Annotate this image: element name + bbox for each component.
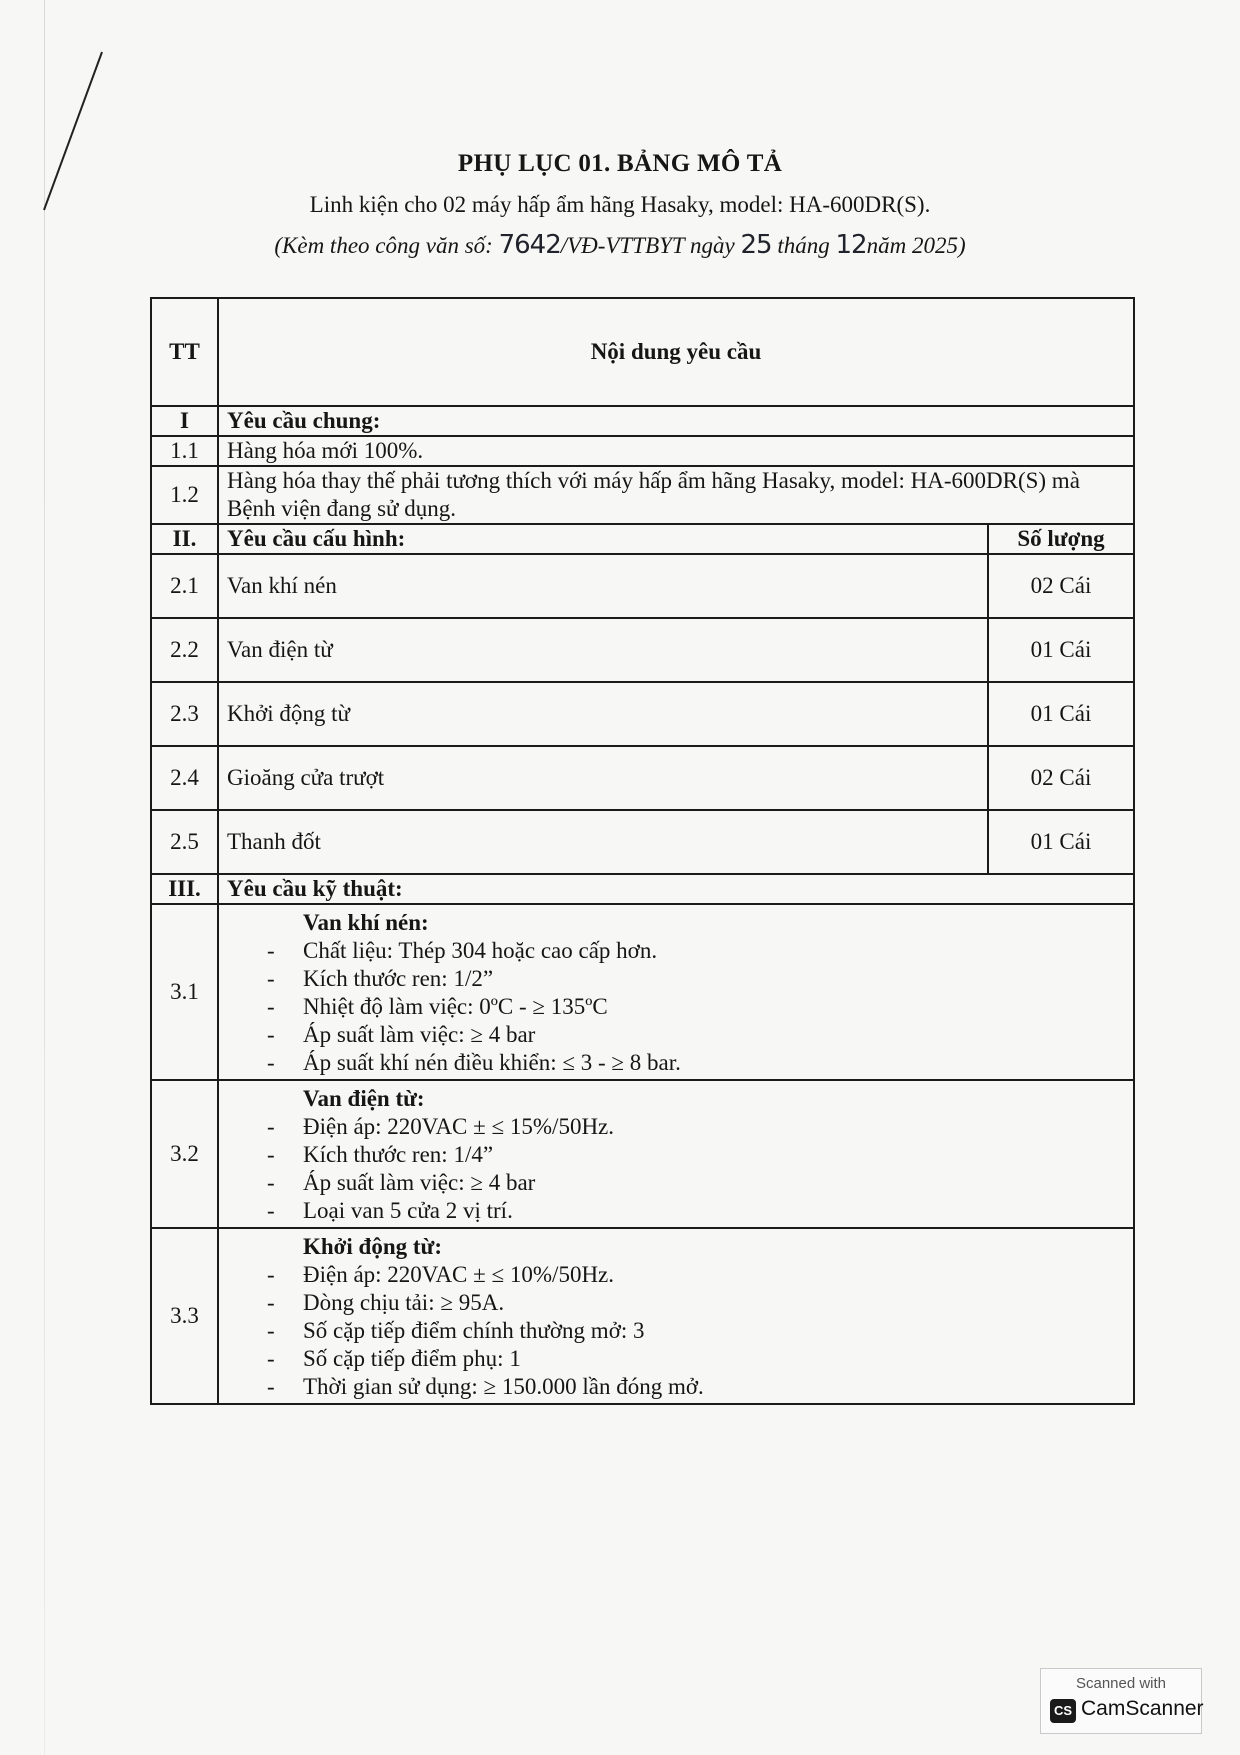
section-row-2 <box>151 524 1134 554</box>
table-row <box>151 618 1134 682</box>
reference-number-handwritten: 7642 <box>498 230 561 260</box>
reference-month-label: tháng <box>771 233 836 258</box>
row-text: Thanh đốt <box>218 810 988 874</box>
list-item: - Điện áp: 220VAC ± ≤ 10%/50Hz. <box>227 1261 1125 1289</box>
reference-day-handwritten: 25 <box>740 230 772 260</box>
scanned-with-text: Scanned with <box>1075 1675 1167 1692</box>
page-subtitle: Linh kiện cho 02 máy hấp ẩm hãng Hasaky, model: HA-600DR(S). <box>309 192 931 217</box>
list-item: - Kích thước ren: 1/4” <box>227 1141 1125 1169</box>
list-item: - Kích thước ren: 1/2” <box>227 965 1125 993</box>
list-item: - Loại van 5 cửa 2 vị trí. <box>227 1197 1125 1225</box>
row-text: Gioăng cửa trượt <box>218 746 988 810</box>
header-content: Nội dung yêu cầu <box>218 298 1134 406</box>
row-qty: 02 Cái <box>988 554 1134 618</box>
requirements-table <box>150 297 1135 1405</box>
list-item: - Áp suất làm việc: ≥ 4 bar <box>227 1169 1125 1197</box>
section-number: II. <box>151 524 218 554</box>
tech-spec-cell <box>218 1228 1134 1404</box>
reference-month-handwritten: 12 <box>835 230 867 260</box>
list-item: - Áp suất khí nén điều khiển: ≤ 3 - ≥ 8 bar. <box>227 1049 1125 1077</box>
row-number: 2.4 <box>151 746 218 810</box>
table-row <box>151 466 1134 524</box>
section-number: I <box>151 406 218 436</box>
row-number: 2.1 <box>151 554 218 618</box>
row-number: 2.3 <box>151 682 218 746</box>
camscanner-logo-icon: CS <box>1050 1699 1076 1723</box>
table-row <box>151 1080 1134 1228</box>
reference-suffix: năm 2025) <box>866 233 966 258</box>
row-text: Van điện từ <box>218 618 988 682</box>
page-title: PHỤ LỤC 01. BẢNG MÔ TẢ <box>457 150 783 177</box>
row-text: Hàng hóa mới 100%. <box>218 436 1134 466</box>
tech-spec-cell <box>218 904 1134 1080</box>
list-item: - Số cặp tiếp điểm phụ: 1 <box>227 1345 1125 1373</box>
row-text: Van khí nén <box>218 554 988 618</box>
section-title: Yêu cầu cấu hình: <box>218 524 988 554</box>
row-number: 3.3 <box>151 1228 218 1404</box>
row-number: 2.2 <box>151 618 218 682</box>
table-row <box>151 554 1134 618</box>
spec-list <box>227 1261 1125 1401</box>
table-header-row <box>151 298 1134 406</box>
table-row <box>151 810 1134 874</box>
list-item: - Thời gian sử dụng: ≥ 150.000 lần đóng mở. <box>227 1373 1125 1401</box>
row-text: Hàng hóa thay thế phải tương thích với máy hấp ẩm hãng Hasaky, model: HA-600DR(S) mà Bệnh viện đang sử dụng. <box>218 466 1134 524</box>
qty-header: Số lượng <box>988 524 1134 554</box>
reference-prefix: (Kèm theo công văn số: <box>274 233 499 258</box>
row-qty: 01 Cái <box>988 682 1134 746</box>
tech-item-name: Van điện từ: <box>303 1086 425 1111</box>
row-qty: 01 Cái <box>988 810 1134 874</box>
camscanner-brand: CamScanner <box>1081 1697 1204 1720</box>
scan-edge-line <box>44 0 45 1755</box>
section-number: III. <box>151 874 218 904</box>
row-number: 3.1 <box>151 904 218 1080</box>
row-number: 1.1 <box>151 436 218 466</box>
list-item: - Dòng chịu tải: ≥ 95A. <box>227 1289 1125 1317</box>
row-qty: 01 Cái <box>988 618 1134 682</box>
list-item: - Chất liệu: Thép 304 hoặc cao cấp hơn. <box>227 937 1125 965</box>
section-title: Yêu cầu chung: <box>218 406 1134 436</box>
list-item: - Áp suất làm việc: ≥ 4 bar <box>227 1021 1125 1049</box>
tech-item-name: Khởi động từ: <box>303 1234 443 1259</box>
tech-spec-cell <box>218 1080 1134 1228</box>
header-tt: TT <box>151 298 218 406</box>
spec-list <box>227 1113 1125 1225</box>
table-row <box>151 904 1134 1080</box>
section-row-1 <box>151 406 1134 436</box>
spec-list <box>227 937 1125 1077</box>
table-row <box>151 746 1134 810</box>
section-row-3 <box>151 874 1134 904</box>
list-item: - Điện áp: 220VAC ± ≤ 15%/50Hz. <box>227 1113 1125 1141</box>
list-item: - Nhiệt độ làm việc: 0ºC - ≥ 135ºC <box>227 993 1125 1021</box>
row-number: 1.2 <box>151 466 218 524</box>
tech-item-name: Van khí nén: <box>303 910 429 935</box>
section-title: Yêu cầu kỹ thuật: <box>218 874 1134 904</box>
row-text: Khởi động từ <box>218 682 988 746</box>
row-number: 3.2 <box>151 1080 218 1228</box>
table-row <box>151 436 1134 466</box>
row-number: 2.5 <box>151 810 218 874</box>
table-row <box>151 682 1134 746</box>
row-qty: 02 Cái <box>988 746 1134 810</box>
document-reference <box>0 230 1240 260</box>
list-item: - Số cặp tiếp điểm chính thường mở: 3 <box>227 1317 1125 1345</box>
table-row <box>151 1228 1134 1404</box>
camscanner-watermark <box>1040 1668 1202 1734</box>
reference-code: /VĐ-VTTBYT ngày <box>560 233 741 258</box>
